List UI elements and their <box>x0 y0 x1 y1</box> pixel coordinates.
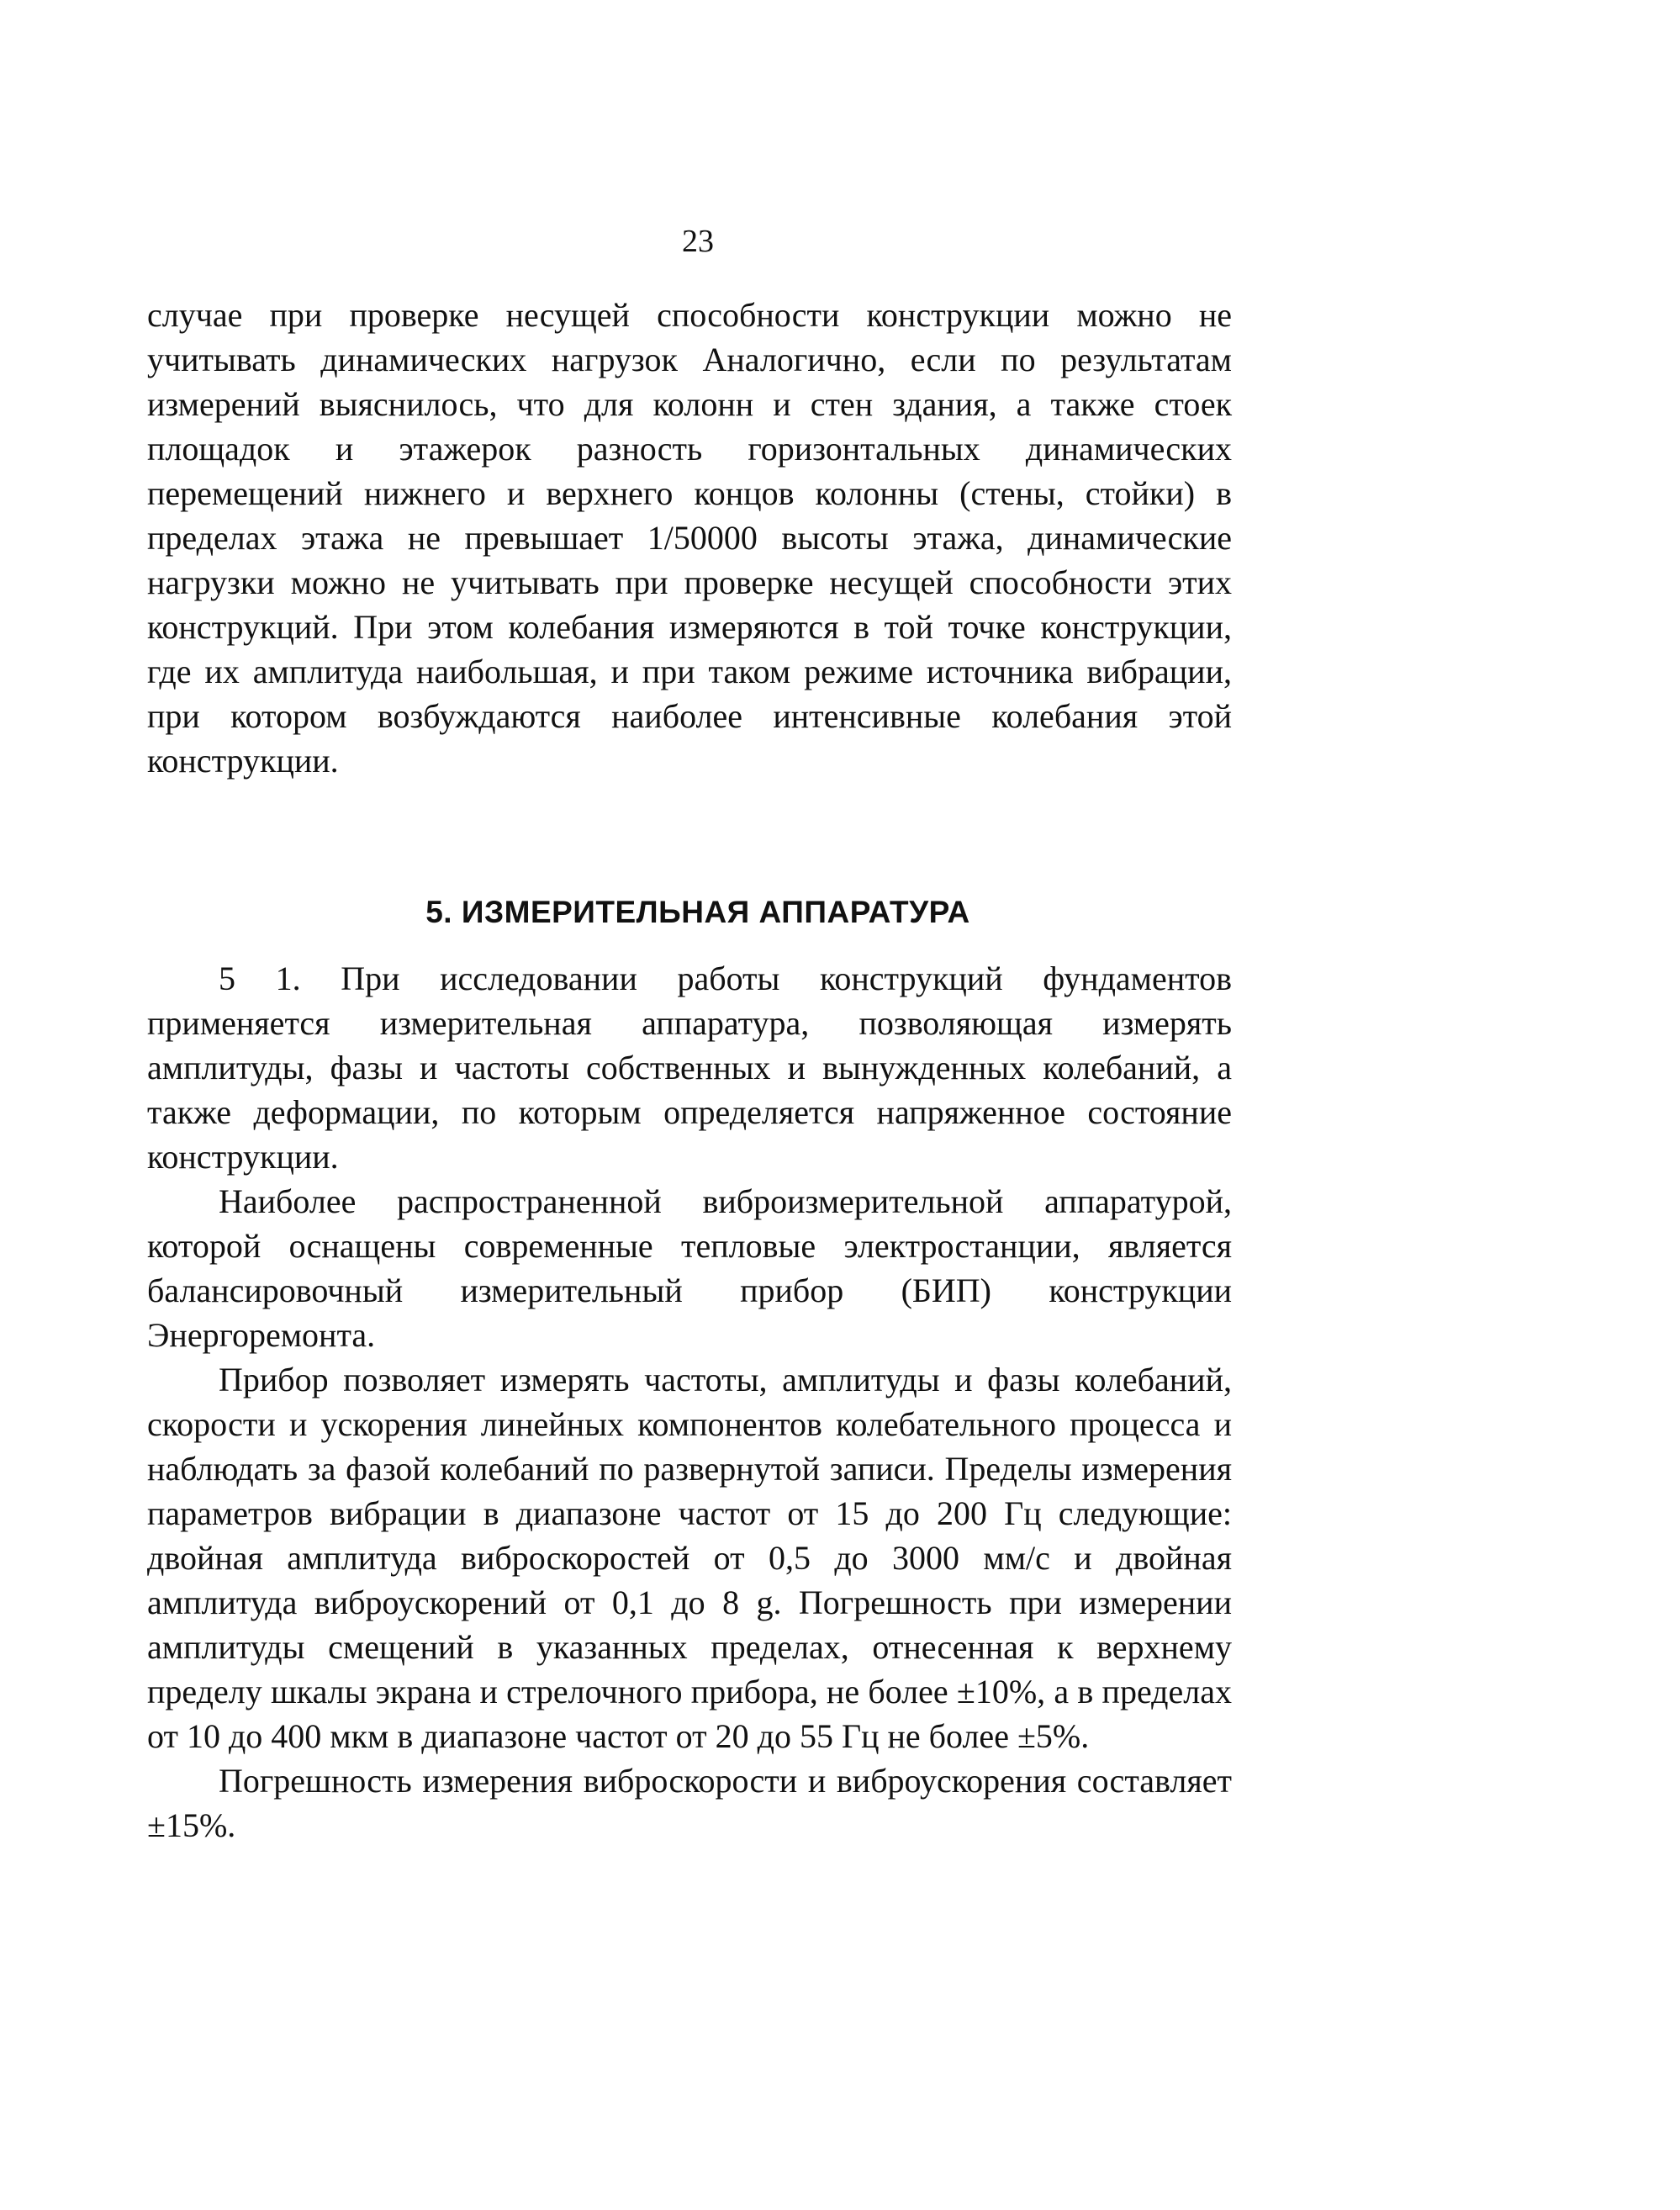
section-heading: 5. ИЗМЕРИТЕЛЬНАЯ АППАРАТУРА <box>425 895 970 929</box>
page-number: 23 <box>682 224 714 259</box>
paragraph-measurement-limits: Прибор позволяет измерять частоты, амплитуды и фазы колебаний, скорости и ускорения линейных компонентов колебательного процесса и наблюдать за фазой колебаний по развернутой записи. Пределы измерения параметров вибрации в диапазоне частот от 15 до 200 Гц следующие: двойная амплитуда виброскоростей от 0,5 до 3000 мм/с и двойная амплитуда виброускорений от 0,1 до 8 g. Погрешность при измерении амплитуды смещений в указанных пределах, отнесенная к верхнему пределу шкалы экрана и стрелочного прибора, не более ±10%, а в пределах от 10 до 400 мкм в диапазоне частот от 20 до 55 Гц не более ±5%. <box>147 1361 1232 1755</box>
section-body <box>147 956 1232 1848</box>
paragraph-error: Погрешность измерения виброскорости и виброускорения составляет ±15%. <box>147 1762 1232 1844</box>
continuation-text <box>147 293 1232 783</box>
paragraph-5-1: 5 1. При исследовании работы конструкций фундаментов применяется измерительная аппаратура, позволяющая измерять амплитуды, фазы и частоты собственных и вынужденных колебаний, а также деформации, по которым определяется напряженное состояние конструкции. <box>147 960 1232 1176</box>
paragraph-bip-device: Наиболее распространенной виброизмерительной аппаратурой, которой оснащены современные тепловые электростанции, является балансировочный измерительный прибор (БИП) конструкции Энергоремонта. <box>147 1182 1232 1354</box>
continuation-paragraph: случае при проверке несущей способности конструкции можно не учитывать динамических нагрузок Аналогично, если по результатам измерений выяснилось, что для колонн и стен здания, а также стоек площадок и этажерок разность горизонтальных динамических перемещений нижнего и верхнего концов колонны (стены, стойки) в пределах этажа не превышает 1/50000 высоты этажа, динамические нагрузки можно не учитывать при проверке несущей способности этих конструкций. При этом колебания измеряются в той точке конструкции, где их амплитуда наибольшая, и при таком режиме источника вибрации, при котором возбуждаются наиболее интенсивные колебания этой конструкции. <box>147 296 1232 780</box>
